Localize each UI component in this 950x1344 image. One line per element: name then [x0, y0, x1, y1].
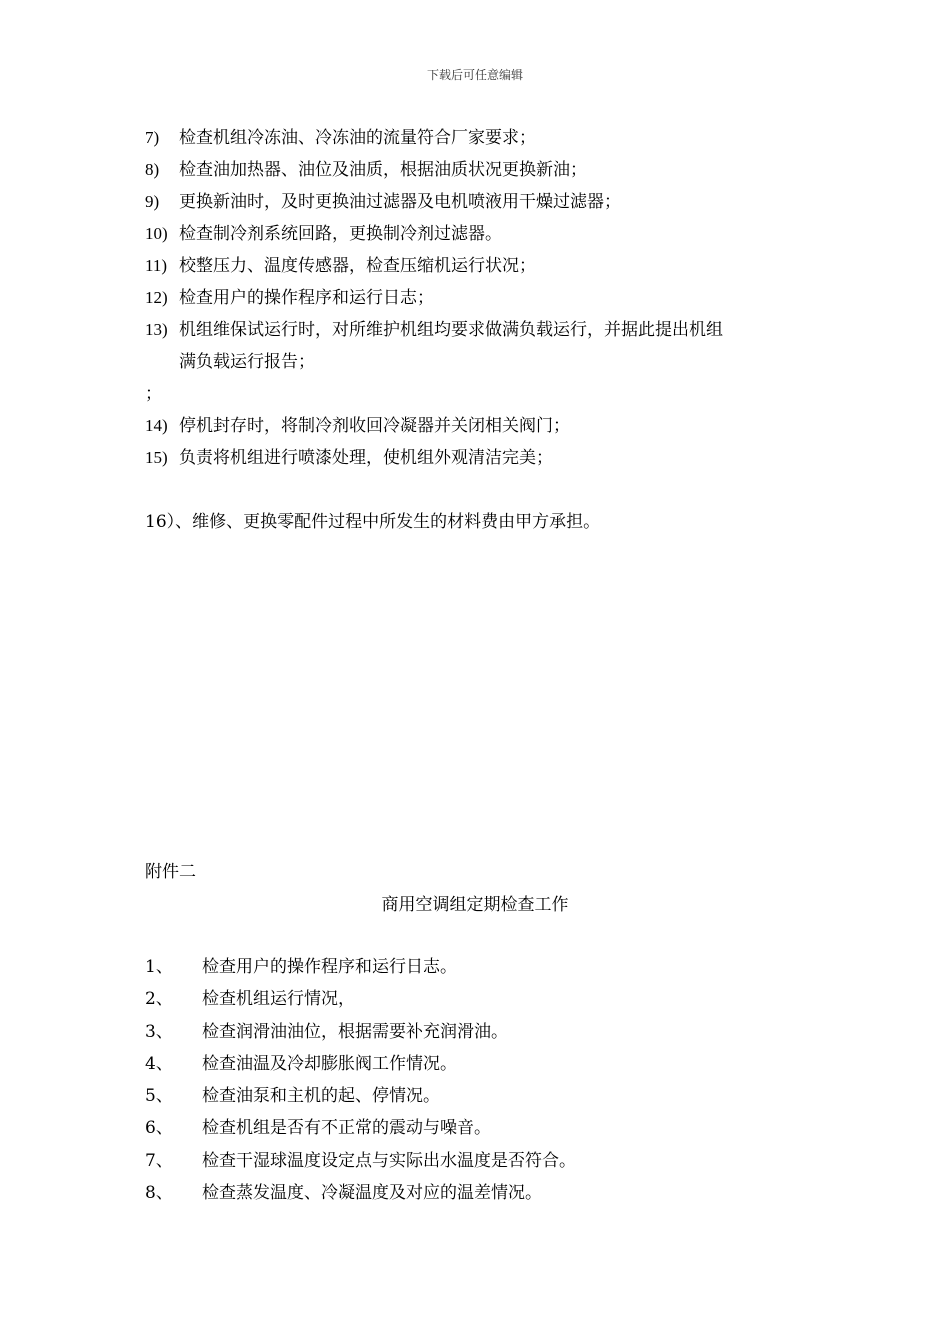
- item-continuation: 满负载运行报告；: [179, 352, 315, 372]
- list-item: [145, 1016, 825, 1048]
- item-number: 5、: [145, 1086, 173, 1107]
- item-number: 4、: [145, 1053, 173, 1074]
- item-number: 15): [145, 448, 168, 467]
- list-item: [145, 1145, 825, 1177]
- item-text: 检查用户的操作程序和运行日志；: [179, 288, 434, 308]
- list-item: [145, 314, 825, 346]
- item-number: 2、: [145, 989, 173, 1010]
- item-number: 8): [145, 160, 160, 179]
- item-text: 检查机组冷冻油、冷冻油的流量符合厂家要求；: [179, 128, 536, 148]
- item-text: 校整压力、温度传感器，检查压缩机运行状况；: [179, 256, 536, 276]
- item-text: 检查蒸发温度、冷凝温度及对应的温差情况。: [202, 1183, 542, 1204]
- list-item: [145, 983, 825, 1015]
- item-number: 12): [145, 288, 168, 307]
- item-text: 停机封存时，将制冷剂收回冷凝器并关闭相关阀门；: [179, 416, 570, 436]
- item-number: 14): [145, 416, 168, 435]
- item-text: 检查机组是否有不正常的震动与噪音。: [202, 1118, 491, 1139]
- list-item: [145, 1177, 825, 1209]
- item-text: 检查机组运行情况，: [202, 989, 355, 1010]
- list-item: [145, 951, 825, 983]
- item-text: 负责将机组进行喷漆处理，使机组外观清洁完美；: [179, 448, 553, 468]
- item-number: 10): [145, 224, 168, 243]
- appendix-label: 附件二: [145, 862, 196, 882]
- list-item: [145, 122, 825, 154]
- list-item: [145, 282, 825, 314]
- item-text: 检查润滑油油位，根据需要补充润滑油。: [202, 1021, 508, 1042]
- list-item: [145, 186, 825, 218]
- item-number: 8、: [145, 1183, 173, 1204]
- list-item: [145, 1080, 825, 1112]
- item-text: 检查油温及冷却膨胀阀工作情况。: [202, 1053, 457, 1074]
- page-header: 下载后可任意编辑: [426, 68, 523, 82]
- item-number: 13): [145, 320, 168, 339]
- item-text: 检查油加热器、油位及油质，根据油质状况更换新油；: [179, 160, 587, 180]
- inspection-list: [145, 951, 825, 1209]
- item-number: 3、: [145, 1021, 173, 1042]
- item-number: 9): [145, 192, 160, 211]
- item-number: 6、: [145, 1118, 173, 1139]
- list-item: [145, 442, 825, 474]
- list-item: [145, 218, 825, 250]
- item-text: 检查油泵和主机的起、停情况。: [202, 1086, 440, 1107]
- item-text: 机组维保试运行时，对所维护机组均要求做满负载运行，并据此提出机组: [179, 320, 723, 340]
- item-text: 检查干湿球温度设定点与实际出水温度是否符合。: [202, 1150, 576, 1171]
- item-number: 11): [145, 256, 168, 275]
- item-text: 检查用户的操作程序和运行日志。: [202, 957, 457, 977]
- list-item: [145, 1048, 825, 1080]
- maintenance-list: [145, 122, 825, 538]
- item-number: 1、: [145, 957, 173, 977]
- item-number: 7): [145, 128, 160, 147]
- stray-punctuation: ；: [145, 384, 162, 404]
- list-item: [145, 154, 825, 186]
- section-title: 商用空调组定期检查工作: [381, 895, 569, 915]
- list-item-16: 16）、维修、更换零配件过程中所发生的材料费由甲方承担。: [145, 512, 601, 532]
- item-text: 更换新油时，及时更换油过滤器及电机喷液用干燥过滤器；: [179, 192, 621, 212]
- item-number: 7、: [145, 1150, 173, 1171]
- list-item: [145, 250, 825, 282]
- list-item: [145, 410, 825, 442]
- list-item: [145, 1112, 825, 1144]
- item-text: 检查制冷剂系统回路，更换制冷剂过滤器。: [179, 224, 502, 244]
